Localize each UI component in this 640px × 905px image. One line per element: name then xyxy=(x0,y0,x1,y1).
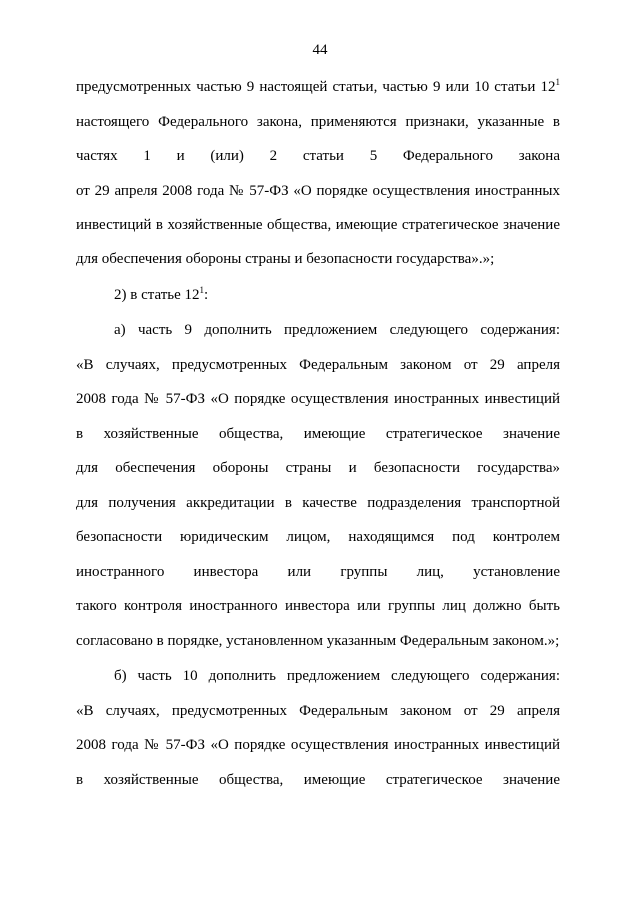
text-line: для обеспечения обороны страны и безопасности государства».»; xyxy=(76,251,495,267)
line-text: 2) в статье 12 xyxy=(114,287,200,303)
line-text: : xyxy=(204,287,209,303)
text-line xyxy=(114,286,560,304)
text-line: «В случаях, предусмотренных Федеральным законом от 29 апреля xyxy=(76,703,560,719)
line-text: предусмотренных частью 9 настоящей статьи, частью 9 или 10 статьи 12 xyxy=(76,79,556,95)
superscript: 1 xyxy=(199,285,205,295)
text-line: инвестиций в хозяйственные общества, имеющие стратегическое значение xyxy=(76,217,560,233)
text-line: настоящего Федерального закона, применяются признаки, указанные в xyxy=(76,114,560,130)
text-line: иностранного инвестора или группы лиц, установление xyxy=(76,564,560,580)
text-line: 2008 года № 57-ФЗ «О порядке осуществления иностранных инвестиций xyxy=(76,737,560,753)
page-number: 44 xyxy=(312,42,328,58)
text-line: б) часть 10 дополнить предложением следующего содержания: xyxy=(114,668,560,684)
text-line: согласовано в порядке, установленном указанным Федеральным законом.»; xyxy=(76,633,560,649)
text-line: от 29 апреля 2008 года № 57-ФЗ «О порядке осуществления иностранных xyxy=(76,183,560,199)
text-line: частях 1 и (или) 2 статьи 5 Федерального закона xyxy=(76,148,560,164)
text-line: для получения аккредитации в качестве подразделения транспортной xyxy=(76,495,560,511)
text-line: безопасности юридическим лицом, находящимся под контролем xyxy=(76,529,560,545)
text-line: 2008 года № 57-ФЗ «О порядке осуществления иностранных инвестиций xyxy=(76,391,560,407)
text-line: для обеспечения обороны страны и безопасности государства» xyxy=(76,460,560,476)
text-line: в хозяйственные общества, имеющие стратегическое значение xyxy=(76,772,560,788)
text-line: а) часть 9 дополнить предложением следующего содержания: xyxy=(114,322,560,338)
text-line: «В случаях, предусмотренных Федеральным законом от 29 апреля xyxy=(76,357,560,373)
superscript: 1 xyxy=(555,77,560,87)
text-line xyxy=(76,78,560,96)
text-line: в хозяйственные общества, имеющие стратегическое значение xyxy=(76,426,560,442)
text-line: такого контроля иностранного инвестора или группы лиц должно быть xyxy=(76,598,560,614)
